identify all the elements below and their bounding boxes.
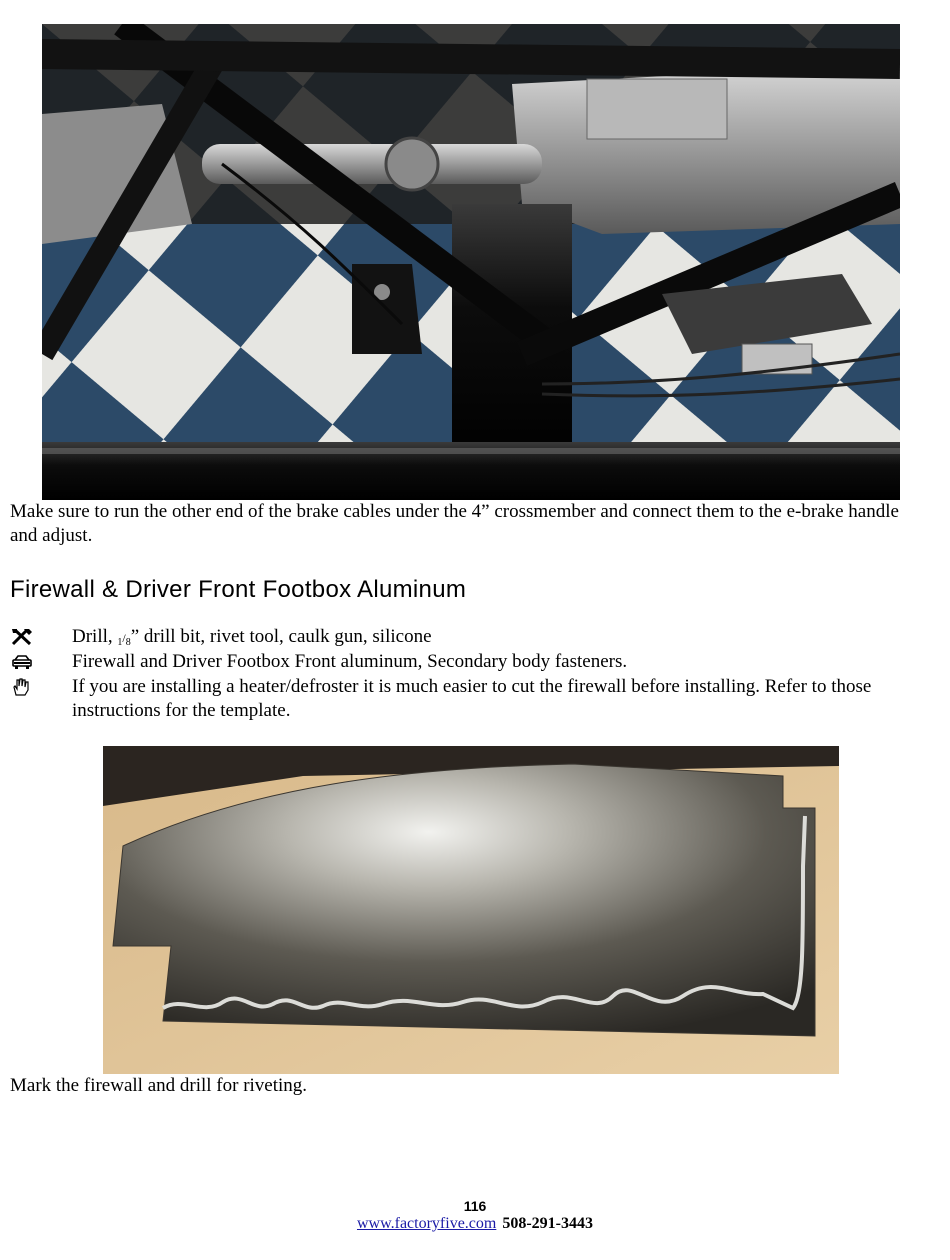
- fraction: $_1/_8$: [117, 631, 131, 648]
- firewall-panel-photo: [103, 746, 839, 1074]
- hand-icon: [10, 677, 34, 697]
- brake-cable-instruction: Make sure to run the other end of the brake cables under the 4” crossmember and connect them to the e-brake handle and adjust.: [10, 501, 899, 546]
- phone-number: 508-291-3443: [502, 1215, 593, 1232]
- note-text: If you are installing a heater/defroster it is much easier to cut the firewall before installing. Refer to those instructions for the template.: [72, 676, 872, 721]
- section-title: Firewall & Driver Front Footbox Aluminum: [10, 576, 467, 603]
- tools-icon: [10, 627, 34, 647]
- tools-text: Drill, $_1/_8$” drill bit, rivet tool, caulk gun, silicone: [72, 626, 432, 648]
- firewall-instruction: Mark the firewall and drill for riveting.: [10, 1075, 308, 1096]
- brake-cable-photo: [42, 24, 900, 500]
- footer-contact: [0, 1215, 950, 1233]
- parts-text: Firewall and Driver Footbox Front aluminum, Secondary body fasteners.: [72, 651, 628, 672]
- car-icon: [10, 652, 34, 672]
- website-link[interactable]: www.factoryfive.com: [356, 1215, 497, 1232]
- page-number: 116: [463, 1198, 487, 1214]
